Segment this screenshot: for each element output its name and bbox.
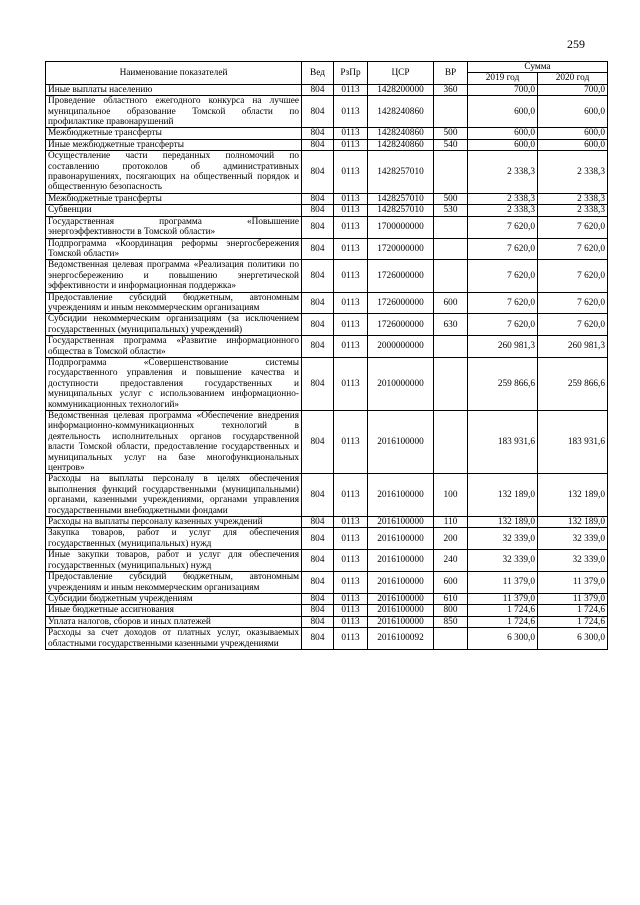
cell-ved: 804	[302, 550, 334, 572]
cell-rzpr: 0113	[334, 605, 368, 616]
table-row	[46, 292, 608, 314]
cell-name: Государственная программа «Развитие информационного общества в Томской области»	[46, 336, 302, 358]
cell-vr: 600	[434, 572, 468, 594]
cell-csr: 1428240860	[368, 128, 434, 139]
cell-2020: 2 338,3	[538, 151, 608, 194]
cell-2019: 259 866,6	[468, 357, 538, 410]
cell-ved: 804	[302, 205, 334, 216]
cell-ved: 804	[302, 605, 334, 616]
cell-2019: 600,0	[468, 96, 538, 128]
cell-2019: 7 620,0	[468, 292, 538, 314]
cell-ved: 804	[302, 572, 334, 594]
cell-name: Проведение областного ежегодного конкурса на лучшее муниципальное образование Томской области по профилактике правонарушений	[46, 96, 302, 128]
cell-2019: 32 339,0	[468, 528, 538, 550]
cell-2019: 1 724,6	[468, 605, 538, 616]
cell-2020: 1 724,6	[538, 616, 608, 627]
cell-2019: 2 338,3	[468, 151, 538, 194]
cell-csr: 2000000000	[368, 336, 434, 358]
page-number: 259	[567, 37, 585, 51]
cell-2020: 7 620,0	[538, 292, 608, 314]
table-row	[46, 336, 608, 358]
cell-csr: 2016100000	[368, 616, 434, 627]
cell-rzpr: 0113	[334, 238, 368, 260]
cell-rzpr: 0113	[334, 517, 368, 528]
cell-csr: 1726000000	[368, 314, 434, 336]
cell-2020: 1 724,6	[538, 605, 608, 616]
table-row	[46, 593, 608, 604]
header-year-2019: 2019 год	[468, 73, 538, 84]
header-year-2020: 2020 год	[538, 73, 608, 84]
cell-2019: 7 620,0	[468, 314, 538, 336]
cell-vr	[434, 238, 468, 260]
cell-csr: 2016100000	[368, 572, 434, 594]
table-row	[46, 139, 608, 150]
header-vr: ВР	[434, 62, 468, 85]
cell-vr: 540	[434, 139, 468, 150]
cell-csr: 2016100092	[368, 628, 434, 650]
cell-2019: 2 338,3	[468, 193, 538, 204]
cell-csr: 2010000000	[368, 357, 434, 410]
cell-csr: 1428240860	[368, 96, 434, 128]
cell-rzpr: 0113	[334, 593, 368, 604]
cell-name: Межбюджетные трансферты	[46, 193, 302, 204]
cell-ved: 804	[302, 474, 334, 517]
cell-rzpr: 0113	[334, 260, 368, 292]
table-row	[46, 151, 608, 194]
cell-name: Расходы на выплаты персоналу в целях обеспечения выполнения функций государственными (муниципальными) органами, казенными учреждениями, органами управления государственными внебюджетными фондами	[46, 474, 302, 517]
cell-ved: 804	[302, 357, 334, 410]
cell-ved: 804	[302, 593, 334, 604]
cell-name: Государственная программа «Повышение энергоэффективности в Томской области»	[46, 216, 302, 238]
cell-vr: 360	[434, 84, 468, 95]
table-row	[46, 605, 608, 616]
table-row	[46, 260, 608, 292]
cell-ved: 804	[302, 238, 334, 260]
cell-rzpr: 0113	[334, 216, 368, 238]
cell-ved: 804	[302, 151, 334, 194]
cell-ved: 804	[302, 216, 334, 238]
cell-vr	[434, 357, 468, 410]
cell-name: Расходы за счет доходов от платных услуг, оказываемых областными государственными казенными учреждениями	[46, 628, 302, 650]
cell-vr: 110	[434, 517, 468, 528]
cell-2020: 259 866,6	[538, 357, 608, 410]
table-body	[46, 84, 608, 649]
cell-2020: 132 189,0	[538, 517, 608, 528]
cell-2020: 6 300,0	[538, 628, 608, 650]
cell-2020: 32 339,0	[538, 550, 608, 572]
cell-2020: 600,0	[538, 128, 608, 139]
cell-vr	[434, 628, 468, 650]
cell-2020: 2 338,3	[538, 205, 608, 216]
cell-vr	[434, 151, 468, 194]
cell-rzpr: 0113	[334, 550, 368, 572]
cell-csr: 1428240860	[368, 139, 434, 150]
cell-name: Осуществление части переданных полномочий по составлению протоколов об административных правонарушениях, посягающих на общественный порядок и общественную безопасность	[46, 151, 302, 194]
cell-ved: 804	[302, 336, 334, 358]
cell-ved: 804	[302, 139, 334, 150]
cell-2019: 7 620,0	[468, 260, 538, 292]
cell-vr: 850	[434, 616, 468, 627]
cell-csr: 1726000000	[368, 292, 434, 314]
cell-2019: 6 300,0	[468, 628, 538, 650]
cell-vr	[434, 96, 468, 128]
cell-vr: 610	[434, 593, 468, 604]
cell-csr: 2016100000	[368, 593, 434, 604]
cell-rzpr: 0113	[334, 139, 368, 150]
cell-vr: 240	[434, 550, 468, 572]
cell-2019: 260 981,3	[468, 336, 538, 358]
cell-2020: 132 189,0	[538, 474, 608, 517]
cell-2020: 7 620,0	[538, 314, 608, 336]
table-row	[46, 550, 608, 572]
table-header-row	[46, 62, 608, 73]
cell-vr: 600	[434, 292, 468, 314]
cell-rzpr: 0113	[334, 193, 368, 204]
cell-ved: 804	[302, 314, 334, 336]
cell-2020: 7 620,0	[538, 216, 608, 238]
cell-name: Субсидии бюджетным учреждениям	[46, 593, 302, 604]
cell-name: Ведомственная целевая программа «Обеспечение внедрения информационно-коммуникационных технологий в деятельность исполнительных органов государственной власти Томской области, предоставление государственных и муниципальных услуг на базе многофункциональных центров»	[46, 411, 302, 474]
cell-2019: 132 189,0	[468, 517, 538, 528]
cell-vr	[434, 336, 468, 358]
cell-2019: 183 931,6	[468, 411, 538, 474]
cell-csr: 1428257010	[368, 193, 434, 204]
cell-2020: 600,0	[538, 139, 608, 150]
cell-name: Субсидии некоммерческим организациям (за исключением государственных (муниципальных) учреждений)	[46, 314, 302, 336]
header-csr: ЦСР	[368, 62, 434, 85]
table-row	[46, 628, 608, 650]
table-row	[46, 474, 608, 517]
cell-rzpr: 0113	[334, 205, 368, 216]
table-row	[46, 572, 608, 594]
cell-vr	[434, 260, 468, 292]
cell-vr	[434, 411, 468, 474]
cell-vr: 500	[434, 193, 468, 204]
cell-vr: 100	[434, 474, 468, 517]
cell-rzpr: 0113	[334, 474, 368, 517]
cell-rzpr: 0113	[334, 151, 368, 194]
cell-vr: 500	[434, 128, 468, 139]
cell-name: Подпрограмма «Совершенствование системы государственного управления и повышение качества и доступности предоставления государственных и муниципальных услуг с использованием информационно-коммуникационных технологий»	[46, 357, 302, 410]
cell-vr: 530	[434, 205, 468, 216]
header-rzpr: РзПр	[334, 62, 368, 85]
cell-csr: 2016100000	[368, 605, 434, 616]
cell-ved: 804	[302, 128, 334, 139]
header-sum: Сумма	[468, 62, 608, 73]
table-row	[46, 411, 608, 474]
cell-2020: 7 620,0	[538, 260, 608, 292]
cell-name: Ведомственная целевая программа «Реализация политики по энергосбережению и повышению энергетической эффективности и информационная поддержка»	[46, 260, 302, 292]
cell-csr: 1428257010	[368, 205, 434, 216]
cell-csr: 1726000000	[368, 260, 434, 292]
cell-name: Предоставление субсидий бюджетным, автономным учреждениям и иным некоммерческим организациям	[46, 292, 302, 314]
cell-rzpr: 0113	[334, 357, 368, 410]
cell-name: Иные выплаты населению	[46, 84, 302, 95]
cell-2019: 7 620,0	[468, 216, 538, 238]
table-row	[46, 216, 608, 238]
cell-ved: 804	[302, 517, 334, 528]
cell-2020: 11 379,0	[538, 572, 608, 594]
cell-csr: 2016100000	[368, 528, 434, 550]
cell-ved: 804	[302, 260, 334, 292]
cell-vr: 800	[434, 605, 468, 616]
cell-ved: 804	[302, 528, 334, 550]
cell-name: Субвенции	[46, 205, 302, 216]
cell-2020: 600,0	[538, 96, 608, 128]
cell-name: Иные бюджетные ассигнования	[46, 605, 302, 616]
header-ved: Вед	[302, 62, 334, 85]
table-row	[46, 205, 608, 216]
table-row	[46, 528, 608, 550]
table-row	[46, 96, 608, 128]
cell-2019: 700,0	[468, 84, 538, 95]
cell-rzpr: 0113	[334, 128, 368, 139]
cell-ved: 804	[302, 292, 334, 314]
cell-rzpr: 0113	[334, 628, 368, 650]
cell-rzpr: 0113	[334, 528, 368, 550]
table-row	[46, 238, 608, 260]
cell-rzpr: 0113	[334, 336, 368, 358]
cell-2020: 183 931,6	[538, 411, 608, 474]
cell-2020: 2 338,3	[538, 193, 608, 204]
cell-ved: 804	[302, 96, 334, 128]
budget-table	[45, 61, 608, 650]
cell-rzpr: 0113	[334, 84, 368, 95]
cell-2019: 32 339,0	[468, 550, 538, 572]
cell-name: Уплата налогов, сборов и иных платежей	[46, 616, 302, 627]
cell-name: Предоставление субсидий бюджетным, автономным учреждениям и иным некоммерческим организациям	[46, 572, 302, 594]
cell-ved: 804	[302, 193, 334, 204]
cell-csr: 1428257010	[368, 151, 434, 194]
cell-2020: 260 981,3	[538, 336, 608, 358]
cell-ved: 804	[302, 84, 334, 95]
cell-2019: 132 189,0	[468, 474, 538, 517]
cell-rzpr: 0113	[334, 314, 368, 336]
cell-2020: 700,0	[538, 84, 608, 95]
cell-rzpr: 0113	[334, 572, 368, 594]
cell-csr: 2016100000	[368, 474, 434, 517]
cell-csr: 1700000000	[368, 216, 434, 238]
cell-rzpr: 0113	[334, 411, 368, 474]
cell-ved: 804	[302, 616, 334, 627]
table-row	[46, 357, 608, 410]
cell-name: Закупка товаров, работ и услуг для обеспечения государственных (муниципальных) нужд	[46, 528, 302, 550]
cell-2019: 600,0	[468, 128, 538, 139]
cell-vr	[434, 216, 468, 238]
cell-2020: 32 339,0	[538, 528, 608, 550]
cell-2019: 11 379,0	[468, 593, 538, 604]
cell-csr: 1428200000	[368, 84, 434, 95]
cell-ved: 804	[302, 628, 334, 650]
table-row	[46, 193, 608, 204]
cell-2019: 600,0	[468, 139, 538, 150]
cell-2019: 2 338,3	[468, 205, 538, 216]
cell-vr: 630	[434, 314, 468, 336]
cell-name: Подпрограмма «Координация реформы энергосбережения Томской области»	[46, 238, 302, 260]
cell-2019: 1 724,6	[468, 616, 538, 627]
cell-name: Расходы на выплаты персоналу казенных учреждений	[46, 517, 302, 528]
cell-csr: 1720000000	[368, 238, 434, 260]
table-row	[46, 616, 608, 627]
cell-vr: 200	[434, 528, 468, 550]
table-row	[46, 84, 608, 95]
header-name: Наименование показателей	[46, 62, 302, 85]
cell-2020: 11 379,0	[538, 593, 608, 604]
cell-csr: 2016100000	[368, 517, 434, 528]
cell-2020: 7 620,0	[538, 238, 608, 260]
cell-rzpr: 0113	[334, 96, 368, 128]
cell-rzpr: 0113	[334, 292, 368, 314]
table-row	[46, 314, 608, 336]
cell-ved: 804	[302, 411, 334, 474]
cell-rzpr: 0113	[334, 616, 368, 627]
table-row	[46, 128, 608, 139]
cell-2019: 11 379,0	[468, 572, 538, 594]
table-row	[46, 517, 608, 528]
cell-csr: 2016100000	[368, 411, 434, 474]
cell-2019: 7 620,0	[468, 238, 538, 260]
cell-name: Межбюджетные трансферты	[46, 128, 302, 139]
cell-name: Иные закупки товаров, работ и услуг для обеспечения государственных (муниципальных) нужд	[46, 550, 302, 572]
cell-csr: 2016100000	[368, 550, 434, 572]
cell-name: Иные межбюджетные трансферты	[46, 139, 302, 150]
